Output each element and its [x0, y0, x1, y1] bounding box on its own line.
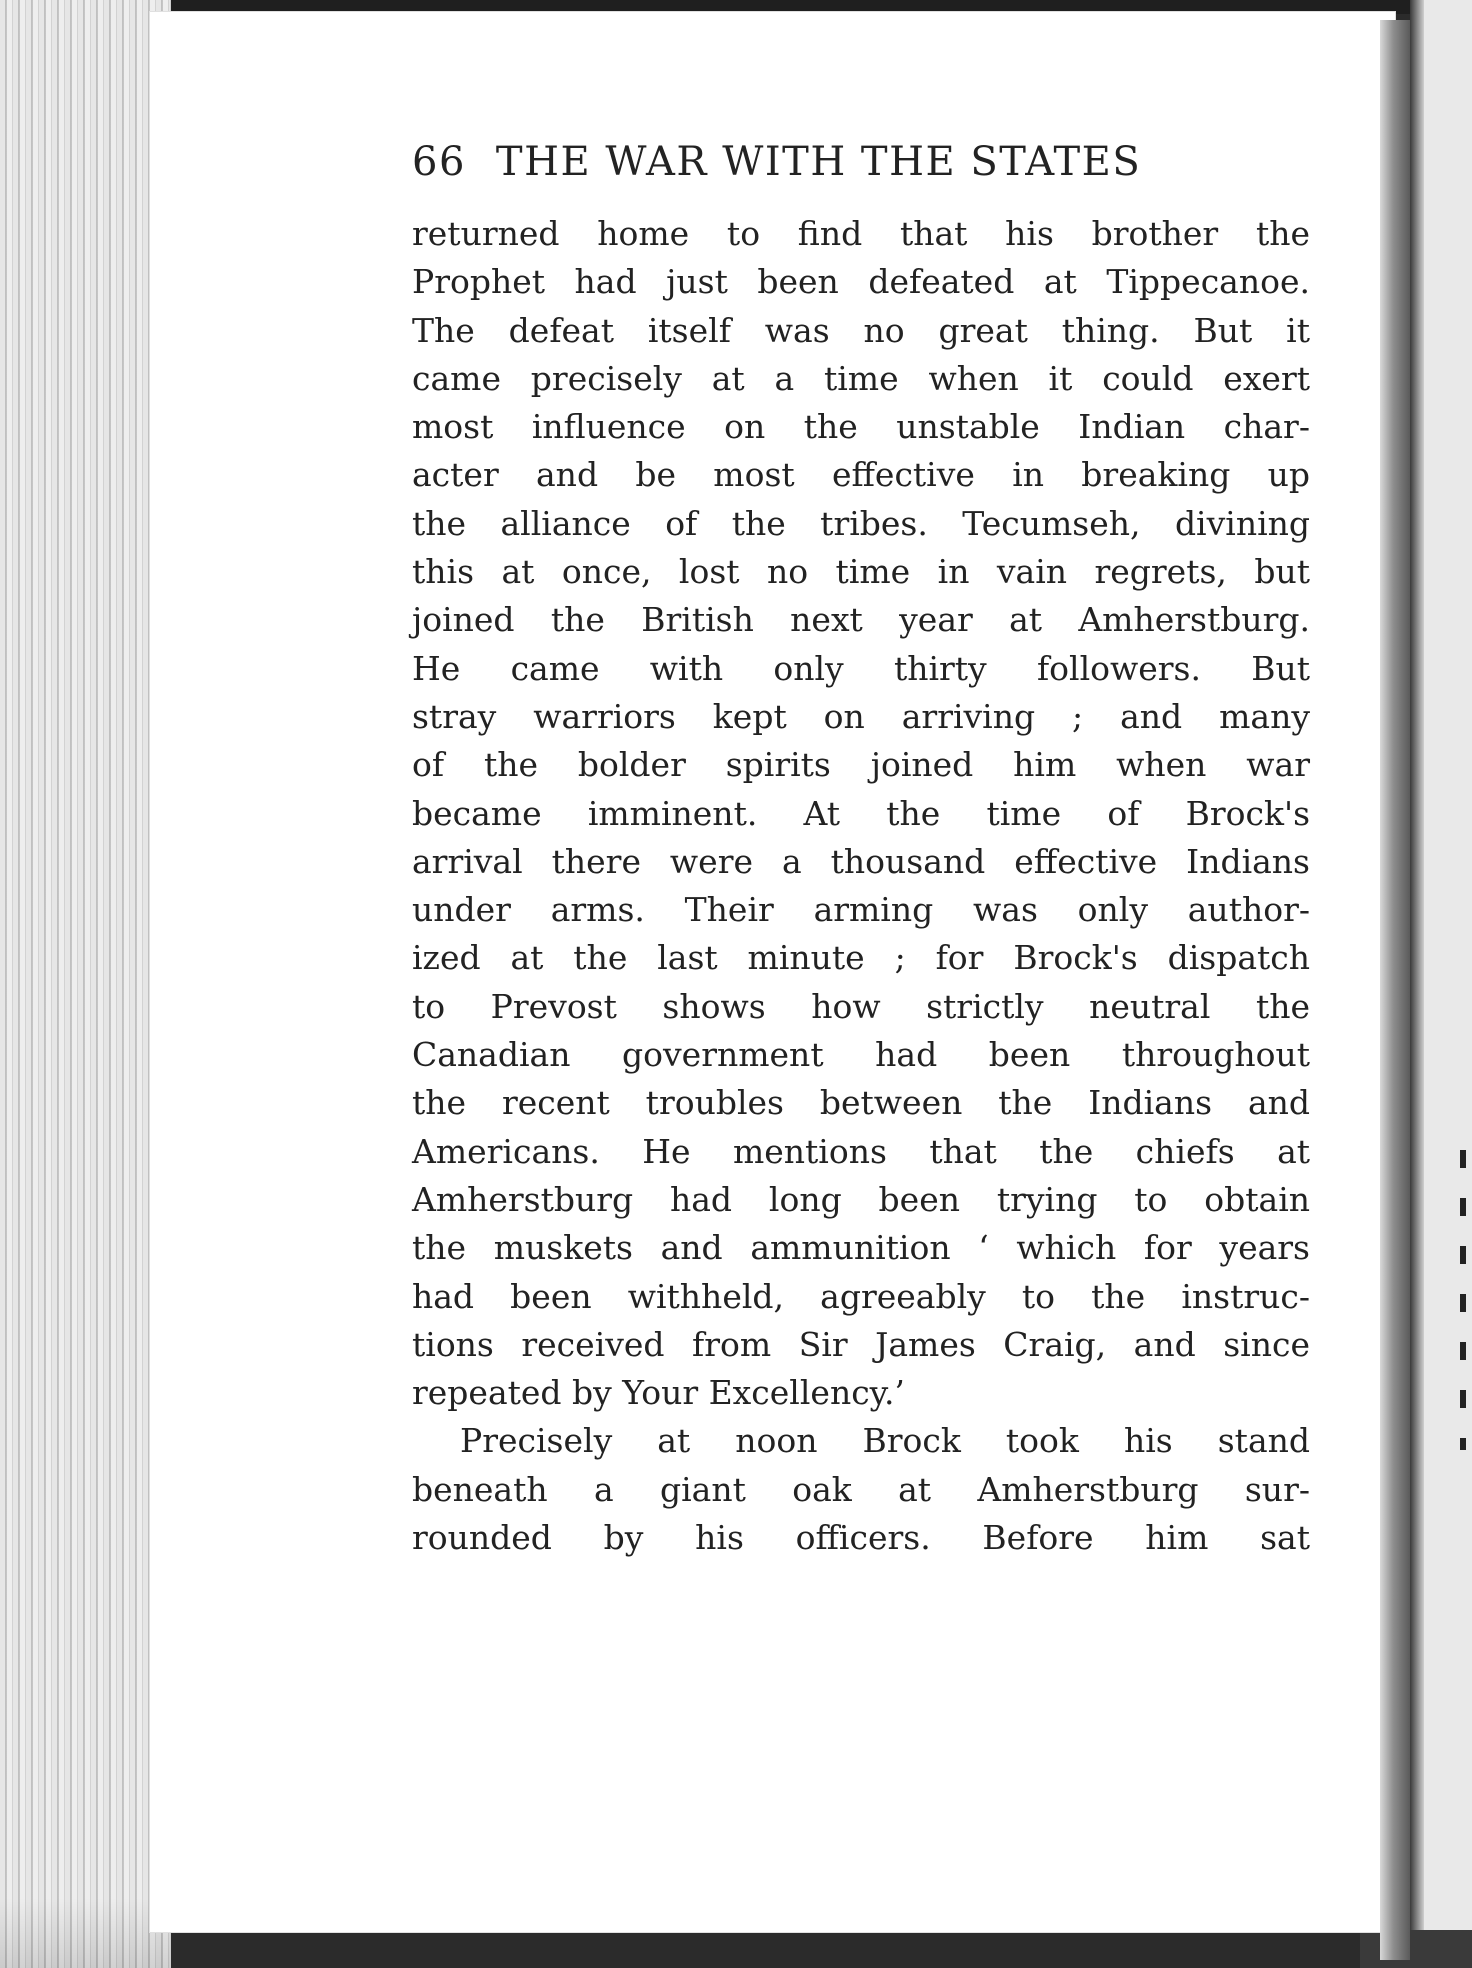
text-line: tions received from Sir James Craig, and since	[412, 1324, 1310, 1364]
text-line: He came with only thirty followers. But	[412, 648, 1310, 688]
text-line: the muskets and ammunition ‘ which for years	[412, 1228, 1310, 1268]
text-line: joined the British next year at Amherstburg.	[412, 600, 1310, 640]
text-line: beneath a giant oak at Amherstburg sur-	[412, 1469, 1310, 1509]
text-line: acter and be most effective in breaking up	[412, 455, 1310, 495]
text-line: returned home to find that his brother the	[412, 214, 1310, 253]
text-line: came precisely at a time when it could exert	[412, 358, 1310, 398]
scan-backdrop-corner	[1360, 1930, 1472, 1968]
text-line: Americans. He mentions that the chiefs at	[412, 1131, 1310, 1171]
text-line: stray warriors kept on arriving ; and many	[412, 696, 1310, 736]
text-line: repeated by Your Excellency.’	[412, 1373, 905, 1413]
text-line: this at once, lost no time in vain regrets, but	[412, 552, 1310, 592]
page-gutter-shadow	[1380, 20, 1410, 1960]
text-line: to Prevost shows how strictly neutral the	[412, 986, 1310, 1026]
text-line: arrival there were a thousand effective Indians	[412, 841, 1310, 881]
text-line: the recent troubles between the Indians and	[412, 1083, 1310, 1123]
text-line: rounded by his officers. Before him sat	[412, 1518, 1310, 1558]
text-line: ized at the last minute ; for Brock's dispatch	[412, 938, 1310, 978]
text-line: the alliance of the tribes. Tecumseh, divining	[412, 503, 1310, 543]
text-line: had been withheld, agreeably to the instruc-	[412, 1276, 1310, 1316]
book-page-edges	[0, 0, 171, 1968]
text-line: under arms. Their arming was only author-	[412, 890, 1310, 930]
paragraph-first-line: Precisely at noon Brock took his stand	[460, 1421, 1310, 1461]
body-text	[412, 210, 1310, 1562]
text-line: Prophet had just been defeated at Tippecanoe.	[412, 262, 1310, 302]
text-line: The defeat itself was no great thing. But it	[412, 310, 1310, 350]
running-head	[412, 136, 1232, 188]
text-line: Canadian government had been throughout	[412, 1035, 1310, 1075]
text-line: of the bolder spirits joined him when war	[412, 745, 1310, 785]
text-line: most influence on the unstable Indian char-	[412, 407, 1310, 447]
page-number: 66	[412, 139, 466, 185]
text-line: Amherstburg had long been trying to obtain	[412, 1179, 1310, 1219]
running-title: THE WAR WITH THE STATES	[495, 139, 1142, 185]
facing-page-edge	[1410, 0, 1472, 1968]
text-line: became imminent. At the time of Brock's	[412, 793, 1310, 833]
